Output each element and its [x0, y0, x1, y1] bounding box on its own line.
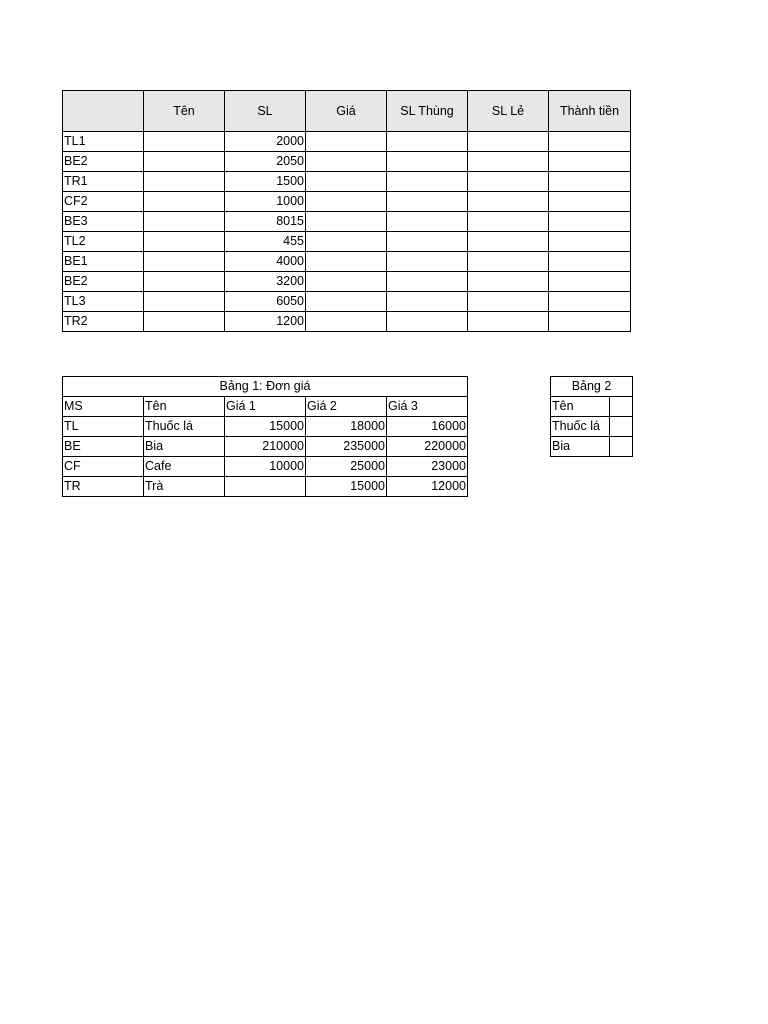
code-cell[interactable]: BE2 [63, 152, 144, 172]
ten-cell[interactable] [144, 192, 225, 212]
ten-cell[interactable]: Bia [144, 437, 225, 457]
price-header-gia2[interactable]: Giá 2 [306, 397, 387, 417]
thanh-tien-cell[interactable] [549, 192, 631, 212]
sl-le-cell[interactable] [468, 172, 549, 192]
gia-cell[interactable] [306, 232, 387, 252]
ten-cell[interactable] [144, 152, 225, 172]
ms-cell[interactable]: BE [63, 437, 144, 457]
sl-cell[interactable]: 3200 [225, 272, 306, 292]
gia-cell[interactable] [306, 312, 387, 332]
table-row [63, 292, 631, 312]
ten-cell[interactable] [144, 172, 225, 192]
gia2-cell[interactable]: 18000 [306, 417, 387, 437]
price-table [62, 376, 468, 497]
sl-thung-cell[interactable] [387, 252, 468, 272]
table-row [63, 232, 631, 252]
sl-cell[interactable]: 1200 [225, 312, 306, 332]
sl-le-cell[interactable] [468, 212, 549, 232]
sl-cell[interactable]: 2050 [225, 152, 306, 172]
table2 [550, 376, 633, 457]
sl-thung-cell[interactable] [387, 132, 468, 152]
thanh-tien-cell[interactable] [549, 172, 631, 192]
gia1-cell[interactable]: 15000 [225, 417, 306, 437]
gia1-cell[interactable] [225, 477, 306, 497]
gia2-cell[interactable]: 235000 [306, 437, 387, 457]
table-row [63, 272, 631, 292]
sl-thung-cell[interactable] [387, 212, 468, 232]
code-cell[interactable]: BE3 [63, 212, 144, 232]
sl-le-cell[interactable] [468, 132, 549, 152]
ten-cell[interactable] [144, 312, 225, 332]
main-header-sl-thung[interactable]: SL Thùng [387, 91, 468, 132]
code-cell[interactable]: BE1 [63, 252, 144, 272]
sl-cell[interactable]: 4000 [225, 252, 306, 272]
table2-title-row [551, 377, 633, 397]
code-cell[interactable]: CF2 [63, 192, 144, 212]
sl-le-cell[interactable] [468, 192, 549, 212]
main-header-code[interactable] [63, 91, 144, 132]
ms-cell[interactable]: TL [63, 417, 144, 437]
empty-cell[interactable] [609, 437, 632, 457]
price-title-row [63, 377, 468, 397]
ten-cell[interactable]: Cafe [144, 457, 225, 477]
empty-cell[interactable] [609, 417, 632, 437]
ten-cell[interactable] [144, 212, 225, 232]
price-header-gia3[interactable]: Giá 3 [387, 397, 468, 417]
gia2-cell[interactable]: 25000 [306, 457, 387, 477]
table2-title[interactable]: Bảng 2 [551, 377, 633, 397]
sl-le-cell[interactable] [468, 252, 549, 272]
ms-cell[interactable]: TR [63, 477, 144, 497]
table-row [63, 417, 468, 437]
table2-header-ten[interactable]: Tên [551, 397, 610, 417]
code-cell[interactable]: TR2 [63, 312, 144, 332]
table-row [63, 252, 631, 272]
main-header-row [63, 91, 631, 132]
gia-cell[interactable] [306, 272, 387, 292]
table-row [63, 477, 468, 497]
thanh-tien-cell[interactable] [549, 212, 631, 232]
sl-thung-cell[interactable] [387, 272, 468, 292]
ten-cell[interactable] [144, 272, 225, 292]
main-table [62, 90, 631, 332]
gia3-cell[interactable]: 220000 [387, 437, 468, 457]
thanh-tien-cell[interactable] [549, 232, 631, 252]
table-row [63, 132, 631, 152]
ten-cell[interactable]: Trà [144, 477, 225, 497]
gia-cell[interactable] [306, 152, 387, 172]
table2-viewport [550, 376, 633, 460]
sl-cell[interactable]: 1000 [225, 192, 306, 212]
price-table-title[interactable]: Bảng 1: Đơn giá [63, 377, 468, 397]
table-row [551, 417, 633, 437]
gia1-cell[interactable]: 210000 [225, 437, 306, 457]
price-header-gia1[interactable]: Giá 1 [225, 397, 306, 417]
ten-cell[interactable] [144, 132, 225, 152]
table-row [63, 437, 468, 457]
main-header-sl-le[interactable]: SL Lẻ [468, 91, 549, 132]
sl-cell[interactable]: 2000 [225, 132, 306, 152]
ten-cell[interactable] [144, 232, 225, 252]
gia2-cell[interactable]: 15000 [306, 477, 387, 497]
sl-cell[interactable]: 455 [225, 232, 306, 252]
thanh-tien-cell[interactable] [549, 312, 631, 332]
gia-cell[interactable] [306, 192, 387, 212]
table-row [63, 172, 631, 192]
main-header-thanh-tien[interactable]: Thành tiền [549, 91, 631, 132]
thanh-tien-cell[interactable] [549, 292, 631, 312]
ten-cell[interactable]: Thuốc lá [144, 417, 225, 437]
sl-le-cell[interactable] [468, 292, 549, 312]
table-row [63, 192, 631, 212]
gia1-cell[interactable]: 10000 [225, 457, 306, 477]
table-row [63, 312, 631, 332]
gia3-cell[interactable]: 12000 [387, 477, 468, 497]
code-cell[interactable]: TL2 [63, 232, 144, 252]
main-header-ten[interactable]: Tên [144, 91, 225, 132]
sl-thung-cell[interactable] [387, 172, 468, 192]
gia-cell[interactable] [306, 132, 387, 152]
gia3-cell[interactable]: 16000 [387, 417, 468, 437]
gia-cell[interactable] [306, 172, 387, 192]
ms-cell[interactable]: CF [63, 457, 144, 477]
ten-cell[interactable] [144, 292, 225, 312]
sl-le-cell[interactable] [468, 312, 549, 332]
price-header-ms[interactable]: MS [63, 397, 144, 417]
table-row [63, 457, 468, 477]
sl-cell[interactable]: 6050 [225, 292, 306, 312]
sl-thung-cell[interactable] [387, 192, 468, 212]
thanh-tien-cell[interactable] [549, 152, 631, 172]
code-cell[interactable]: TR1 [63, 172, 144, 192]
sl-cell[interactable]: 8015 [225, 212, 306, 232]
code-cell[interactable]: TL3 [63, 292, 144, 312]
thanh-tien-cell[interactable] [549, 132, 631, 152]
main-header-sl[interactable]: SL [225, 91, 306, 132]
sl-le-cell[interactable] [468, 272, 549, 292]
gia3-cell[interactable]: 23000 [387, 457, 468, 477]
code-cell[interactable]: TL1 [63, 132, 144, 152]
main-header-gia[interactable]: Giá [306, 91, 387, 132]
code-cell[interactable]: BE2 [63, 272, 144, 292]
gia-cell[interactable] [306, 252, 387, 272]
gia-cell[interactable] [306, 292, 387, 312]
sl-le-cell[interactable] [468, 232, 549, 252]
sl-le-cell[interactable] [468, 152, 549, 172]
thanh-tien-cell[interactable] [549, 272, 631, 292]
thanh-tien-cell[interactable] [549, 252, 631, 272]
ten-cell[interactable] [144, 252, 225, 272]
table2-header-extra[interactable] [609, 397, 632, 417]
sl-cell[interactable]: 1500 [225, 172, 306, 192]
sl-thung-cell[interactable] [387, 152, 468, 172]
price-header-ten[interactable]: Tên [144, 397, 225, 417]
price-header-row [63, 397, 468, 417]
sl-thung-cell[interactable] [387, 312, 468, 332]
gia-cell[interactable] [306, 212, 387, 232]
table-row [63, 152, 631, 172]
table2-header-row [551, 397, 633, 417]
table-row [63, 212, 631, 232]
ten-cell[interactable]: Thuốc lá [551, 417, 610, 437]
sl-thung-cell[interactable] [387, 292, 468, 312]
table-row [551, 437, 633, 457]
ten-cell[interactable]: Bia [551, 437, 610, 457]
sl-thung-cell[interactable] [387, 232, 468, 252]
